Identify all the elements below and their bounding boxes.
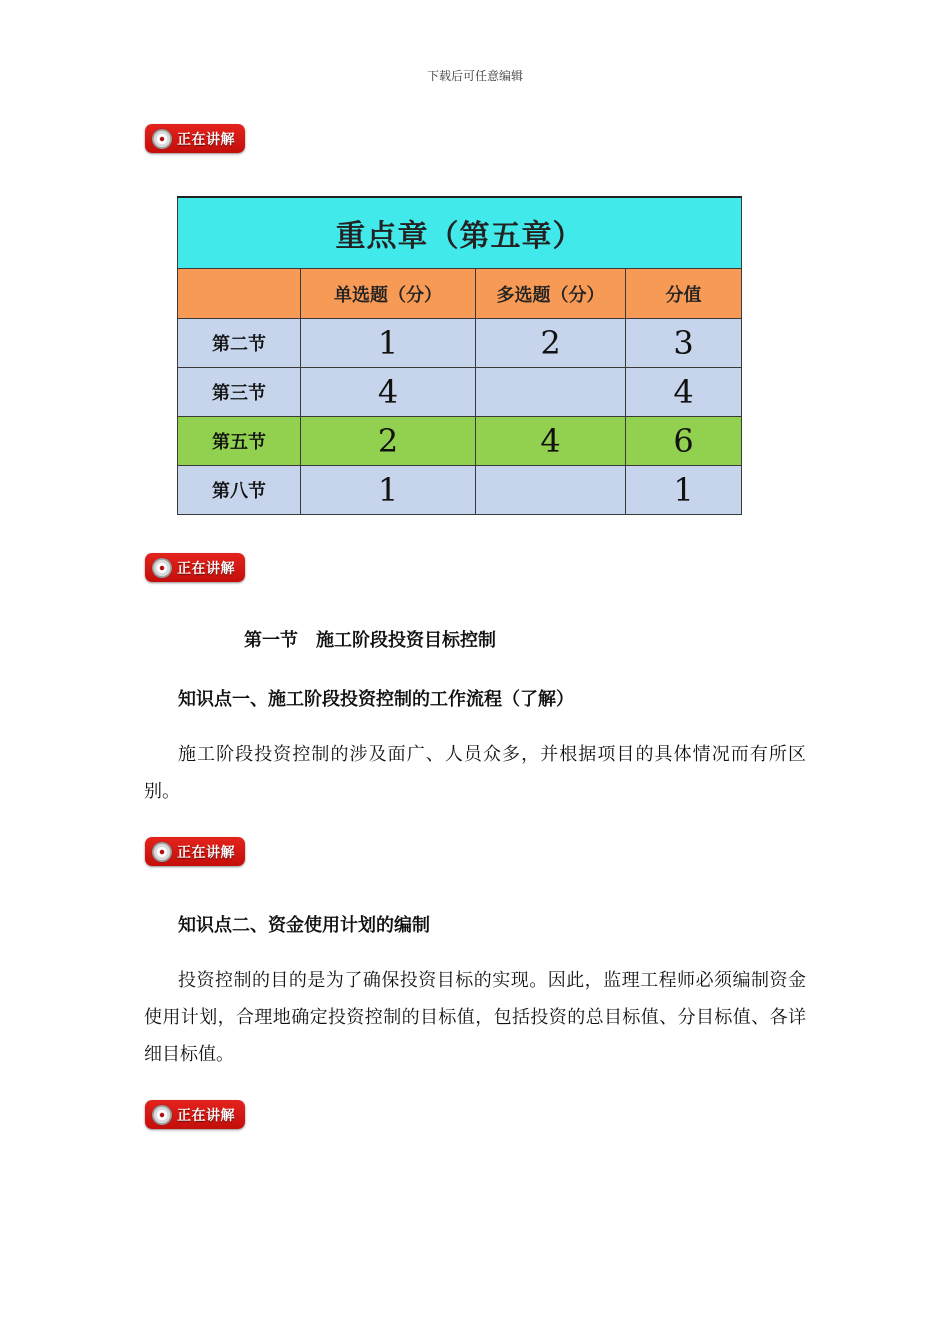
- row-single-value: 1: [301, 319, 476, 368]
- badge-label: 正在讲解: [177, 1107, 235, 1124]
- table-title: 重点章（第五章）: [178, 197, 742, 269]
- section-title: 第一节 施工阶段投资目标控制: [244, 630, 496, 651]
- badge-label: 正在讲解: [177, 844, 235, 861]
- header-score: 分值: [626, 269, 742, 319]
- row-total-value: 4: [626, 368, 742, 417]
- row-section-name: 第八节: [178, 466, 301, 515]
- knowledge-point-1-text: 施工阶段投资控制的涉及面广、人员众多，并根据项目的具体情况而有所区别。: [144, 744, 806, 802]
- row-total-value: 6: [626, 417, 742, 466]
- row-single-value: 1: [301, 466, 476, 515]
- row-single-value: 2: [301, 417, 476, 466]
- table-row-highlighted: [178, 417, 742, 466]
- row-single-value: 4: [301, 368, 476, 417]
- badge-label: 正在讲解: [177, 131, 235, 148]
- disc-icon: [152, 842, 172, 862]
- row-multi-value: [476, 466, 626, 515]
- now-explaining-button[interactable]: [145, 553, 245, 582]
- header-cell-empty: [178, 269, 301, 319]
- disc-icon: [152, 558, 172, 578]
- knowledge-point-2-text: 投资控制的目的是为了确保投资目标的实现。因此，监理工程师必须编制资金使用计划，合理地确定投资控制的目标值，包括投资的总目标值、分目标值、各详细目标值。: [144, 970, 806, 1065]
- row-multi-value: 2: [476, 319, 626, 368]
- now-explaining-button[interactable]: [145, 837, 245, 866]
- disc-icon: [152, 129, 172, 149]
- table-row: [178, 319, 742, 368]
- badge-label: 正在讲解: [177, 560, 235, 577]
- row-multi-value: [476, 368, 626, 417]
- header-single-choice: 单选题（分）: [301, 269, 476, 319]
- row-section-name: 第三节: [178, 368, 301, 417]
- now-explaining-button[interactable]: [145, 1100, 245, 1129]
- knowledge-point-1-title: 知识点一、施工阶段投资控制的工作流程（了解）: [178, 689, 574, 710]
- knowledge-point-2-title: 知识点二、资金使用计划的编制: [178, 915, 430, 936]
- page-header-note: 下载后可任意编辑: [426, 69, 523, 83]
- disc-icon: [152, 1105, 172, 1125]
- score-table: [177, 196, 742, 515]
- now-explaining-button[interactable]: [145, 124, 245, 153]
- header-multi-choice: 多选题（分）: [476, 269, 626, 319]
- row-multi-value: 4: [476, 417, 626, 466]
- row-total-value: 3: [626, 319, 742, 368]
- table-row: [178, 368, 742, 417]
- row-section-name: 第五节: [178, 417, 301, 466]
- row-total-value: 1: [626, 466, 742, 515]
- row-section-name: 第二节: [178, 319, 301, 368]
- table-header-row: [178, 269, 742, 319]
- table-row: [178, 466, 742, 515]
